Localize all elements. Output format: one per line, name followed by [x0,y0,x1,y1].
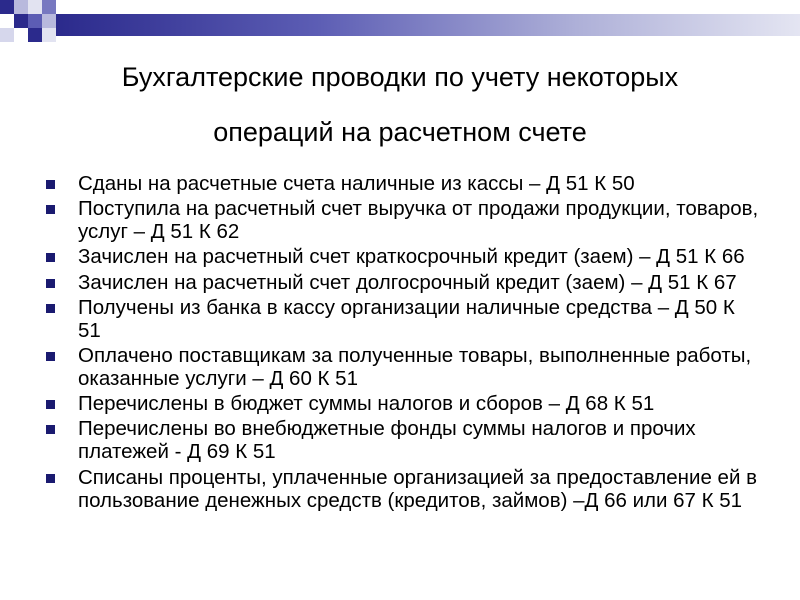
banner-gradient-band [56,14,800,36]
list-item-text: Получены из банка в кассу организации наличные средства – Д 50 К 51 [78,295,735,342]
list-item [42,197,762,243]
list-item-text: Перечислены в бюджет суммы налогов и сборов – Д 68 К 51 [78,392,655,416]
list-item-text: Зачислен на расчетный счет долгосрочный кредит (заем) – Д 51 К 67 [78,270,737,294]
list-item-text: Зачислен на расчетный счет краткосрочный кредит (заем) – Д 51 К 66 [78,245,745,269]
list-item [42,245,762,268]
slide-title-line-1: Бухгалтерские проводки по учету некоторых [121,62,679,92]
square-bullet-icon [46,180,55,189]
square-bullet-icon [46,304,55,313]
square-bullet-icon [46,425,55,434]
entries-list [42,172,762,514]
banner-square [28,0,42,14]
banner-square [28,14,42,28]
list-item [42,466,762,512]
banner-square [42,28,56,42]
banner-square [42,0,56,14]
banner-square [28,28,42,42]
slide-title-line-2: операций на расчетном счете [213,117,587,147]
list-item-text: Сданы на расчетные счета наличные из кассы – Д 51 К 50 [78,172,635,195]
list-item [42,392,762,415]
list-item-text: Списаны проценты, уплаченные организацией за предоставление ей в пользование денежных средств (кредитов, займов) –Д 66 или 67 К 51 [78,465,757,512]
banner-square [0,28,14,42]
banner-square [0,0,14,14]
list-item [42,172,762,195]
banner-square [14,14,28,28]
square-bullet-icon [46,400,55,409]
list-item-text: Оплачено поставщикам за полученные товары, выполненные работы, оказанные услуги – Д 60 К 51 [78,343,752,390]
list-item-text: Перечислены во внебюджетные фонды суммы налогов и прочих платежей - Д 69 К 51 [78,417,696,464]
list-item-text: Поступила на расчетный счет выручка от продажи продукции, товаров, услуг – Д 51 К 62 [78,197,759,244]
square-bullet-icon [46,474,55,483]
list-item [42,417,762,463]
list-item [42,344,762,390]
list-item [42,296,762,342]
banner-square [14,0,28,14]
decorative-banner [0,0,800,50]
slide-title [40,50,760,160]
square-bullet-icon [46,279,55,288]
square-bullet-icon [46,205,55,214]
list-item [42,271,762,294]
square-bullet-icon [46,352,55,361]
banner-square [42,14,56,28]
square-bullet-icon [46,253,55,262]
